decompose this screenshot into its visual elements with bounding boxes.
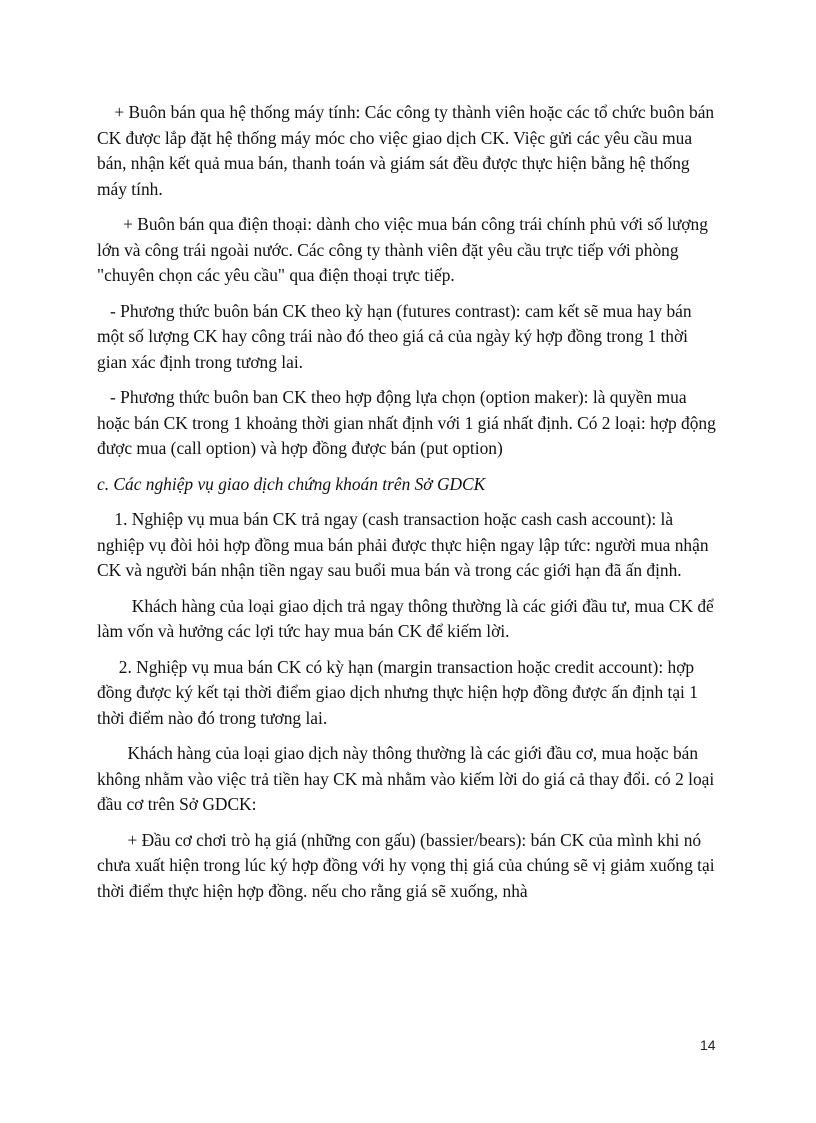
section-heading: c. Các nghiệp vụ giao dịch chứng khoán trên Sở GDCK	[97, 473, 486, 494]
paragraph-cash-transaction: 1. Nghiệp vụ mua bán CK trả ngay (cash transaction hoặc cash cash account): là nghiệp vụ đòi hỏi hợp đồng mua bán phải được thực hiện ngay lập tức: người mua nhận CK và người bán nhận tiền ngay sau buổi mua bán và trong các giới hạn đã ấn định.	[97, 509, 713, 580]
paragraph-margin-customers: Khách hàng của loại giao dịch này thông thường là các giới đầu cơ, mua hoặc bán không nhằm vào việc trả tiền hay CK mà nhằm vào kiếm lời do giá cả thay đổi. có 2 loại đầu cơ trên Sở GDCK:	[97, 743, 719, 814]
page-body	[97, 100, 722, 914]
paragraph-computer-trading: + Buôn bán qua hệ thống máy tính: Các công ty thành viên hoặc các tổ chức buôn bán CK được lắp đặt hệ thống máy móc cho việc giao dịch CK. Việc gửi các yêu cầu mua bán, nhận kết quả mua bán, thanh toán và giám sát đều được thực hiện bằng hệ thống máy tính.	[97, 102, 719, 199]
paragraph-margin-transaction: 2. Nghiệp vụ mua bán CK có kỳ hạn (margin transaction hoặc credit account): hợp đồng được ký kết tại thời điểm giao dịch nhưng thực hiện hợp đồng được ấn định tại 1 thời điểm nào đó trong tương lai.	[97, 656, 703, 728]
paragraph-bears: + Đầu cơ chơi trò hạ giá (những con gấu) (bassier/bears): bán CK của mình khi nó chưa xuất hiện trong lúc ký hợp đồng với hy vọng thị giá của chúng sẽ vị giảm xuống tại thời điểm thực hiện hợp đồng. nếu cho rằng giá sẽ xuống, nhà	[97, 829, 719, 901]
paragraph-cash-customers: Khách hàng của loại giao dịch trả ngay thông thường là các giới đầu tư, mua CK để làm vốn và hưởng các lợi tức hay mua bán CK để kiếm lời.	[97, 595, 719, 641]
paragraph-futures: - Phương thức buôn bán CK theo kỳ hạn (futures contrast): cam kết sẽ mua hay bán một số lượng CK hay công trái nào đó theo giá cả của ngày ký hợp đồng trong 1 thời gian xác định trong tương lai.	[97, 300, 696, 372]
paragraph-phone-trading: + Buôn bán qua điện thoại: dành cho việc mua bán công trái chính phủ với số lượng lớn và công trái ngoài nước. Các công ty thành viên đặt yêu cầu trực tiếp với phòng "chuyên chọn các yêu cầu" qua điện thoại trực tiếp.	[97, 214, 713, 285]
paragraph-options: - Phương thức buôn ban CK theo hợp động lựa chọn (option maker): là quyền mua hoặc bán CK trong 1 khoảng thời gian nhất định với 1 giá nhất định. Có 2 loại: hợp động được mua (call option) và hợp đồng được bán (put option)	[97, 387, 721, 458]
page-number: 14	[700, 1037, 716, 1053]
